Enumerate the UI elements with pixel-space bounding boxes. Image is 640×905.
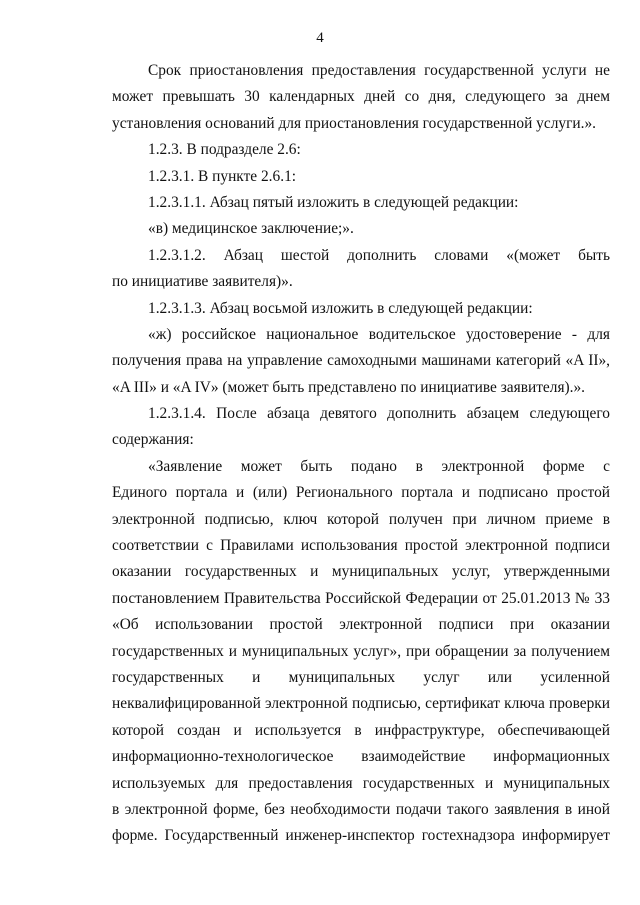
text-line: государственных и муниципальных услуг», при обращении за получением — [112, 642, 610, 660]
text-line: «A III» и «A IV» (может быть представлено по инициативе заявителя).». — [112, 378, 586, 396]
text-line: форме. Государственный инженер-инспектор гостехнадзора информирует — [112, 827, 610, 845]
text-line: электронной подписью, ключ которой получен при личном приеме в — [112, 510, 610, 528]
text-line: 1.2.3. В подразделе 2.6: — [148, 141, 301, 159]
text-line: «Об использовании простой электронной подписи при оказании — [112, 616, 610, 634]
text-line: установления оснований для приостановления государственной услуги.». — [112, 114, 597, 132]
text-line: «в) медицинское заключение;». — [148, 220, 354, 238]
text-line: неквалифицированной электронной подписью, сертификат ключа проверки — [112, 695, 610, 713]
text-line: получения права на управление самоходными машинами категорий «A II», — [112, 352, 610, 370]
text-line: по инициативе заявителя)». — [112, 273, 293, 291]
page-number: 4 — [316, 30, 324, 46]
text-line: 1.2.3.1.2. Абзац шестой дополнить словами «(может быть — [148, 246, 610, 264]
text-line: информационно-технологическое взаимодействие информационных — [112, 748, 610, 766]
text-line: «Заявление может быть подано в электронной форме с — [148, 457, 610, 475]
text-line: 1.2.3.1. В пункте 2.6.1: — [148, 167, 297, 185]
text-line: «ж) российское национальное водительское удостоверение - для — [148, 325, 610, 343]
text-line: в электронной форме, без необходимости подачи такого заявления в иной — [112, 800, 610, 818]
text-line: содержания: — [112, 431, 194, 449]
text-line: может превышать 30 календарных дней со дня, следующего за днем — [112, 88, 610, 106]
text-line: оказании государственных и муниципальных услуг, утвержденными — [112, 563, 610, 581]
text-line: соответствии с Правилами использования простой электронной подписи — [112, 537, 610, 555]
text-line: государственных и муниципальных услуг или усиленной — [112, 668, 610, 686]
text-line: Единого портала и (или) Регионального портала и подписано простой — [112, 484, 610, 502]
text-line: постановлением Правительства Российской Федерации от 25.01.2013 № 33 — [112, 589, 610, 607]
text-line: 1.2.3.1.3. Абзац восьмой изложить в следующей редакции: — [148, 299, 533, 317]
text-line: Срок приостановления предоставления государственной услуги не — [148, 62, 610, 79]
text-line: 1.2.3.1.1. Абзац пятый изложить в следующей редакции: — [148, 193, 519, 211]
text-line: 1.2.3.1.4. После абзаца девятого дополнить абзацем следующего — [148, 405, 610, 423]
text-line: используемых для предоставления государственных и муниципальных — [112, 774, 610, 792]
text-line: которой создан и используется в инфраструктуре, обеспечивающей — [112, 721, 610, 739]
document-body — [112, 58, 610, 850]
